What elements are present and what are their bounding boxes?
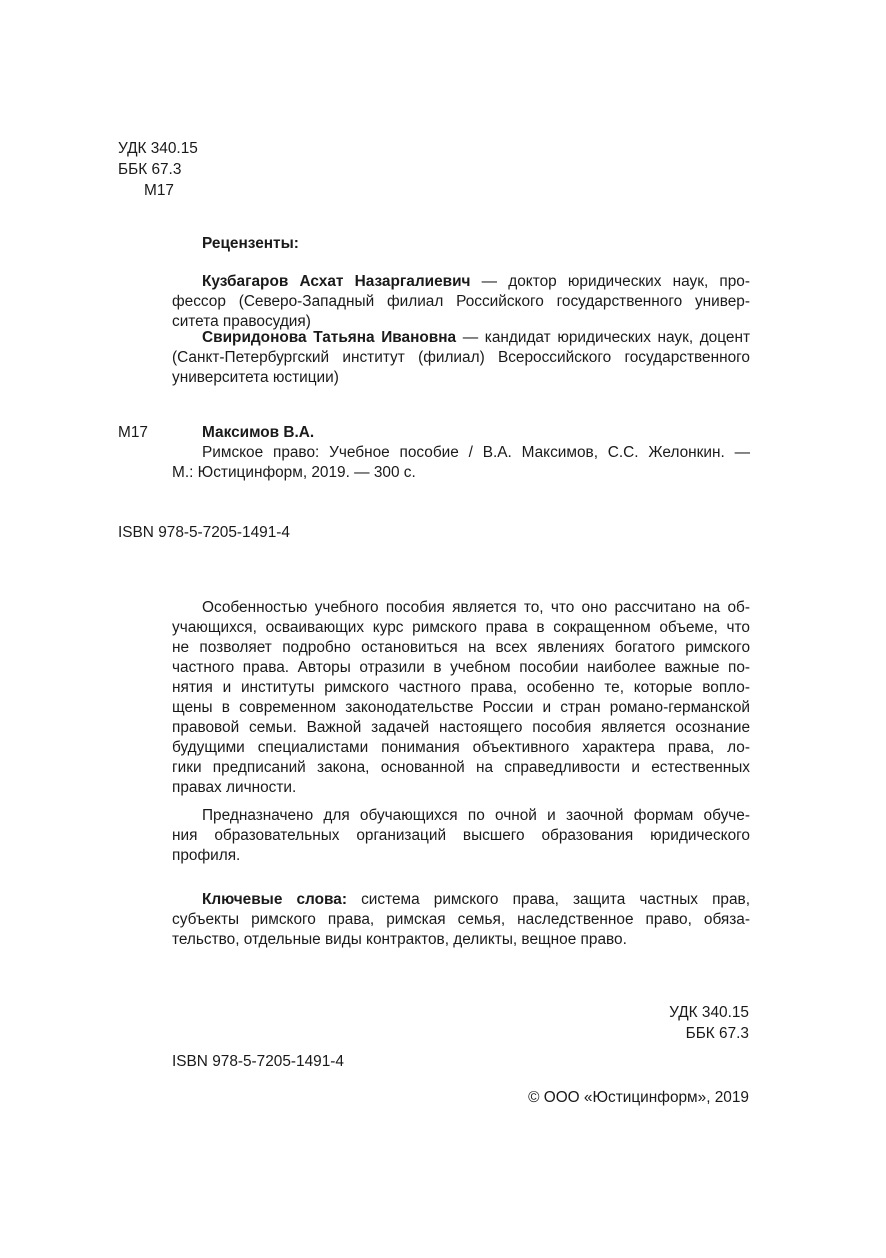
abstract-line: правовой семьи. Важной задачей настоящего пособия является осознание — [172, 719, 750, 736]
abstract-line: Предназначено для обучающихся по очной и заочной формам обуче- — [202, 807, 750, 824]
reviewer-2 — [202, 328, 750, 348]
keywords — [172, 890, 750, 950]
reviewer-1-line-3: ситета правосудия) — [172, 313, 311, 330]
reviewer-1-cont — [172, 292, 750, 332]
catalog-mark: М17 — [118, 424, 148, 441]
abstract-line: нятия и институты римского частного права, особенно те, которые вопло- — [172, 679, 750, 696]
copyright: © ООО «Юстицинформ», 2019 — [528, 1089, 749, 1106]
catalog-entry — [202, 443, 750, 463]
reviewer-2-line-3: университета юстиции) — [172, 369, 339, 386]
keywords-line-2: субъекты римского права, римская семья, наследственное право, обяза- — [172, 911, 750, 928]
reviewer-2-line-2: (Санкт-Петербургский институт (филиал) Всероссийского государственного — [172, 349, 750, 366]
reviewer-1-line-2: фессор (Северо-Западный филиал Российского государственного универ- — [172, 293, 750, 310]
reviewer-1 — [202, 272, 750, 292]
abstract-line: учающихся, осваивающих курс римского права в сокращенном объеме, что — [172, 619, 750, 636]
abstract-line: не позволяет подробно остановиться на всех явлениях богатого римского — [172, 639, 750, 656]
catalog-author: Максимов В.А. — [202, 424, 315, 441]
footer-udk: УДК 340.15 — [669, 1004, 749, 1021]
catalog-line-2: М.: Юстицинформ, 2019. — 300 с. — [172, 464, 416, 481]
keywords-line-3: тельство, отдельные виды контрактов, деликты, вещное право. — [172, 931, 627, 948]
reviewers-heading: Рецензенты: — [202, 235, 299, 252]
isbn-top: ISBN 978-5-7205-1491-4 — [118, 524, 290, 541]
footer-bbk: ББК 67.3 — [685, 1025, 749, 1042]
abstract-line: Особенностью учебного пособия является то, что оно рассчитано на об- — [202, 599, 750, 616]
abstract-line: щены в современном законодательстве России и стран романо-германской — [172, 699, 750, 716]
reviewer-2-cont — [172, 348, 750, 388]
reviewer-2-name: Свиридонова Татьяна Ивановна — [202, 329, 457, 346]
abstract-line: ния образовательных организаций высшего образования юридического — [172, 827, 750, 844]
abstract-paragraph-2 — [172, 806, 750, 866]
footer-isbn: ISBN 978-5-7205-1491-4 — [172, 1053, 344, 1070]
reviewer-2-text: — кандидат юридических наук, доцент — [456, 329, 750, 346]
author-mark: М17 — [144, 182, 174, 199]
udk-code: УДК 340.15 — [118, 140, 198, 157]
catalog-line-1: Римское право: Учебное пособие / В.А. Максимов, С.С. Желонкин. — — [202, 444, 750, 461]
abstract-line: профиля. — [172, 847, 241, 864]
reviewer-1-name: Кузбагаров Асхат Назаргалиевич — [202, 273, 471, 290]
abstract-line: частного права. Авторы отразили в учебном пособии наиболее важные по- — [172, 659, 750, 676]
reviewer-1-text: — доктор юридических наук, про- — [470, 273, 750, 290]
abstract-paragraph-1 — [172, 598, 750, 798]
abstract-line: гики предписаний закона, основанной на справедливости и естественных — [172, 759, 750, 776]
bbk-code: ББК 67.3 — [118, 161, 182, 178]
abstract-line: будущими специалистами понимания объективного характера права, ло- — [172, 739, 750, 756]
keywords-label: Ключевые слова: — [202, 891, 347, 908]
keywords-text: система римского права, защита частных прав, — [346, 891, 750, 908]
abstract-line: правах личности. — [172, 779, 297, 796]
